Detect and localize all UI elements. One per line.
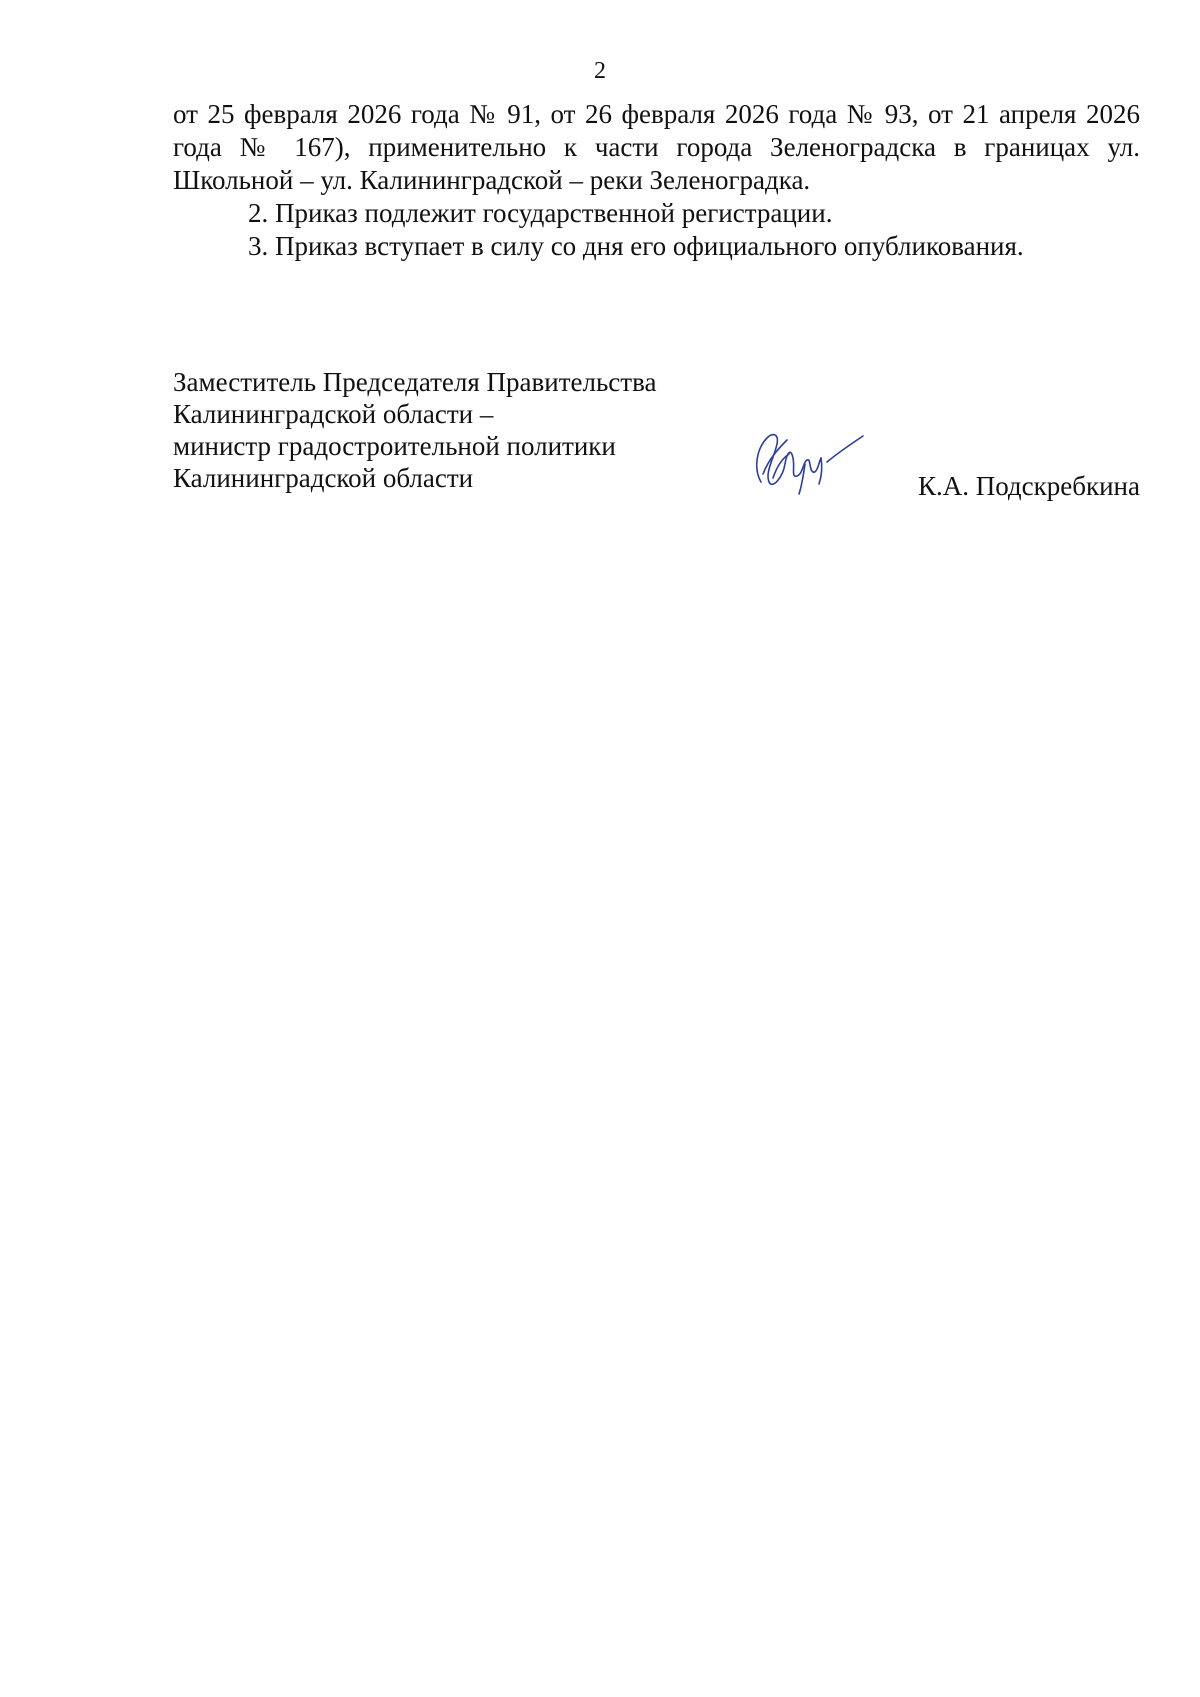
continuation-paragraph: от 25 февраля 2026 года № 91, от 26 февраля 2026 года № 93, от 21 апреля 2026 года № 167), применительно к части города Зеленоградска в границах ул. Школьной – ул. Калининградской – реки Зеленоградка. xyxy=(173,99,1140,195)
page-number: 2 xyxy=(594,58,606,84)
signer-title-line: Калининградской области xyxy=(173,463,474,493)
handwritten-signature xyxy=(743,418,873,498)
signature-block xyxy=(173,366,1140,506)
item-2-paragraph: 2. Приказ подлежит государственной регистрации. xyxy=(248,198,833,228)
document-body xyxy=(173,98,1140,263)
item-3-paragraph: 3. Приказ вступает в силу со дня его официального опубликования. xyxy=(248,231,1024,261)
signer-title-line: Заместитель Председателя Правительства xyxy=(173,367,657,397)
signer-title-line: Калининградской области – xyxy=(173,399,494,429)
signer-title xyxy=(173,366,656,494)
signer-title-line: министр градостроительной политики xyxy=(173,431,616,461)
signer-name: К.А. Подскребкина xyxy=(917,471,1140,501)
